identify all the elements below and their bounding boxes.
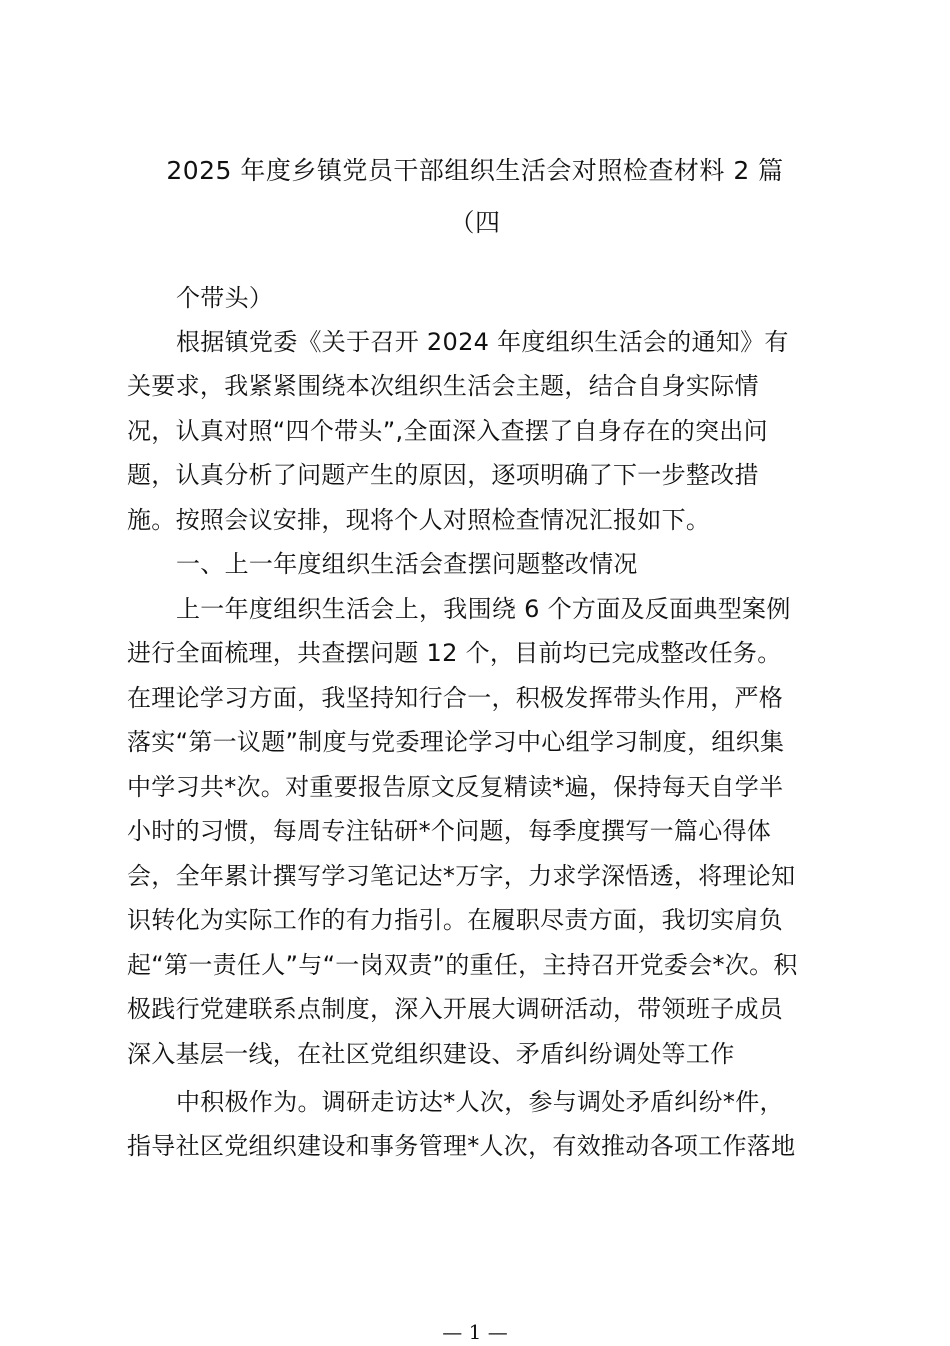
paragraph-line: 关要求，我紧紧围绕本次组织生活会主题，结合自身实际情 bbox=[127, 372, 759, 400]
section-heading: 一、上一年度组织生活会查摆问题整改情况 bbox=[176, 550, 638, 578]
paragraph-line: 中学习共*次。对重要报告原文反复精读*遍，保持每天自学半 bbox=[127, 773, 784, 801]
paragraph-line: 极践行党建联系点制度，深入开展大调研活动，带领班子成员 bbox=[127, 995, 784, 1023]
paragraph-line: 中积极作为。调研走访达*人次，参与调处矛盾纠纷*件， bbox=[176, 1088, 784, 1116]
title-continuation: 个带头） bbox=[176, 284, 274, 312]
document-title-line-1: 2025 年度乡镇党员干部组织生活会对照检查材料 2 篇 bbox=[166, 156, 784, 185]
paragraph-line: 况，认真对照“四个带头”,全面深入查摆了自身存在的突出问 bbox=[127, 417, 768, 445]
paragraph-line: 题，认真分析了问题产生的原因，逐项明确了下一步整改措 bbox=[127, 461, 759, 489]
paragraph-line: 在理论学习方面，我坚持知行合一，积极发挥带头作用，严格 bbox=[127, 684, 784, 712]
document-title-line-2: （四 bbox=[449, 208, 501, 237]
paragraph-line: 施。按照会议安排，现将个人对照检查情况汇报如下。 bbox=[127, 506, 711, 534]
paragraph-line: 会，全年累计撰写学习笔记达*万字，力求学深悟透，将理论知 bbox=[127, 862, 796, 890]
paragraph-line: 起“第一责任人”与“一岗双责”的重任，主持召开党委会*次。积 bbox=[127, 951, 798, 979]
paragraph-line: 上一年度组织生活会上，我围绕 6 个方面及反面典型案例 bbox=[176, 595, 791, 623]
paragraph-line: 深入基层一线，在社区党组织建设、矛盾纠纷调处等工作 bbox=[127, 1040, 735, 1068]
paragraph-line: 识转化为实际工作的有力指引。在履职尽责方面，我切实肩负 bbox=[127, 906, 784, 934]
paragraph-line: 小时的习惯，每周专注钻研*个问题，每季度撰写一篇心得体 bbox=[127, 817, 772, 845]
paragraph-line: 根据镇党委《关于召开 2024 年度组织生活会的通知》有 bbox=[176, 328, 789, 356]
paragraph-line: 进行全面梳理，共查摆问题 12 个，目前均已完成整改任务。 bbox=[127, 639, 782, 667]
page-number: — 1 — bbox=[442, 1320, 508, 1344]
paragraph-line: 落实“第一议题”制度与党委理论学习中心组学习制度，组织集 bbox=[127, 728, 785, 756]
paragraph-line: 指导社区党组织建设和事务管理*人次，有效推动各项工作落地 bbox=[127, 1132, 796, 1160]
